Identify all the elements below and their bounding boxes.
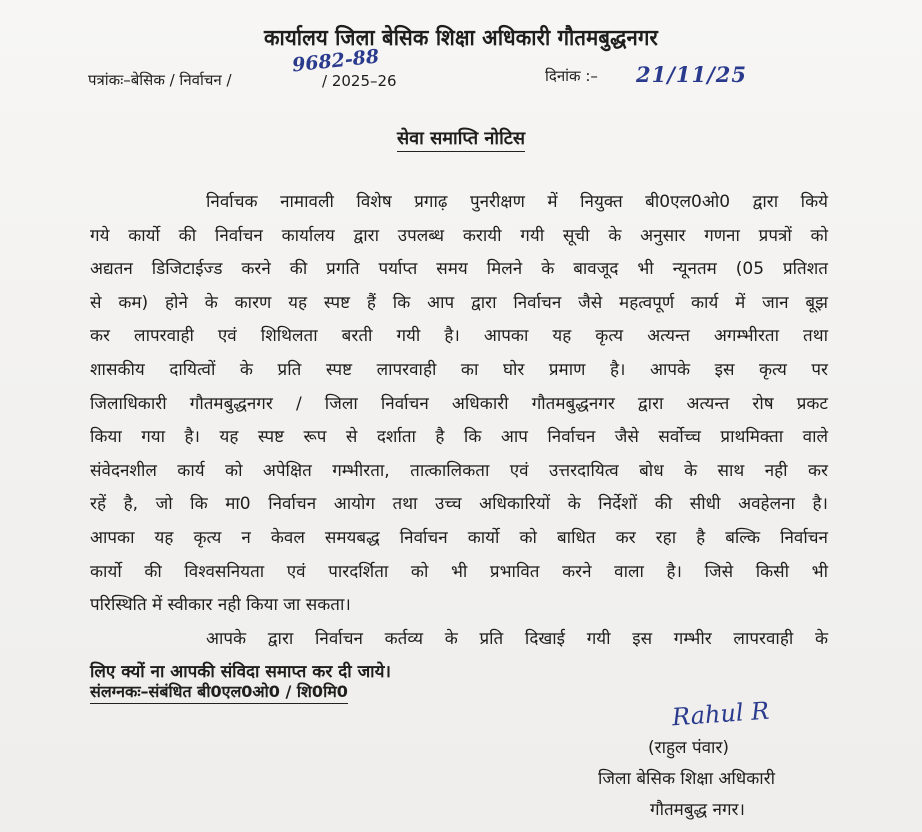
- body-line: अद्यतन डिजिटाईज्ड करने की प्रगति पर्याप्त समय मिलने के बावजूद भी न्यूनतम (05 प्रतिशत: [90, 259, 828, 280]
- body-line: निर्वाचक नामावली विशेष प्रगाढ़ पुनरीक्षण में नियुक्त बी0एल0ओ0 द्वारा किये: [206, 192, 828, 212]
- enclosure-note: संलग्नकः–संबंधित बी0एल0ओ0 / शि0मि0: [90, 680, 348, 704]
- office-title: कार्यालय जिला बेसिक शिक्षा अधिकारी गौतमबुद्धनगर: [263, 26, 658, 51]
- body-line-conclusion: लिए क्यों ना आपकी संविदा समाप्त कर दी जाये।: [90, 662, 391, 683]
- body-line: रहें है, जो कि मा0 निर्वाचन आयोग तथा उच्च अधिकारियों के निर्देशों की सीधी अवहेलना है।: [90, 494, 828, 515]
- body-line: संवेदनशील कार्य को अपेक्षित गम्भीरता, तात्कालिकता एवं उत्तरदायित्व बोध के साथ नही कर: [90, 460, 828, 481]
- body-line: शासकीय दायित्वों के प्रति स्पष्ट लापरवाही का घोर प्रमाण है। आपके इस कृत्य पर: [90, 359, 828, 380]
- signatory-designation: जिला बेसिक शिक्षा अधिकारी: [598, 769, 776, 789]
- body-line: से कम) होने के कारण यह स्पष्ट हैं कि आप द्वारा निर्वाचन जैसे महत्वपूर्ण कार्य में जान बूझ: [90, 292, 828, 313]
- signature-handwritten: Rahul R: [671, 696, 771, 732]
- body-line: आपके द्वारा निर्वाचन कर्तव्य के प्रति दिखाई गयी इस गम्भीर लापरवाही के: [206, 628, 828, 649]
- body-line: आपका यह कृत्य न केवल समयबद्ध निर्वाचन कार्यो को बाधित कर रहा है बल्कि निर्वाचन: [90, 527, 828, 548]
- reference-label: पत्रांकः–बेसिक / निर्वाचन /: [88, 71, 232, 89]
- body-line: परिस्थिति में स्वीकार नही किया जा सकता।: [90, 595, 351, 616]
- date-label: दिनांक :–: [545, 67, 598, 85]
- body-line: किया गया है। यह स्पष्ट रूप से दर्शाता है कि आप निर्वाचन जैसे सर्वोच्च प्राथमिक्ता वाले: [90, 427, 828, 448]
- body-line: गये कार्यो की निर्वाचन कार्यालय द्वारा उपलब्ध करायी गयी सूची के अनुसार गणना प्रपत्रों को: [90, 225, 828, 246]
- notice-title-text: सेवा समाप्ति नोटिस: [397, 128, 525, 152]
- reference-year: / 2025–26: [322, 72, 397, 90]
- notice-body: [90, 186, 828, 690]
- notice-title: [0, 126, 922, 150]
- date-value-handwritten: 21/11/25: [636, 62, 748, 87]
- reference-number-handwritten: 9682-88: [291, 45, 381, 77]
- body-line: जिलाधिकारी गौतमबुद्धनगर / जिला निर्वाचन अधिकारी गौतमबुद्धनगर द्वारा अत्यन्त रोष प्रकट: [90, 393, 828, 414]
- signatory-place: गौतमबुद्ध नगर।: [650, 800, 745, 820]
- signatory-name: (राहुल पंवार): [648, 738, 730, 758]
- body-line: कर लापरवाही एवं शिथिलता बरती गयी है। आपका यह कृत्य अत्यन्त अगम्भीरता तथा: [90, 326, 828, 347]
- body-line: कार्यो की विश्वसनियता एवं पारदर्शिता को भी प्रभावित करने वाला है। जिसे किसी भी: [90, 561, 828, 582]
